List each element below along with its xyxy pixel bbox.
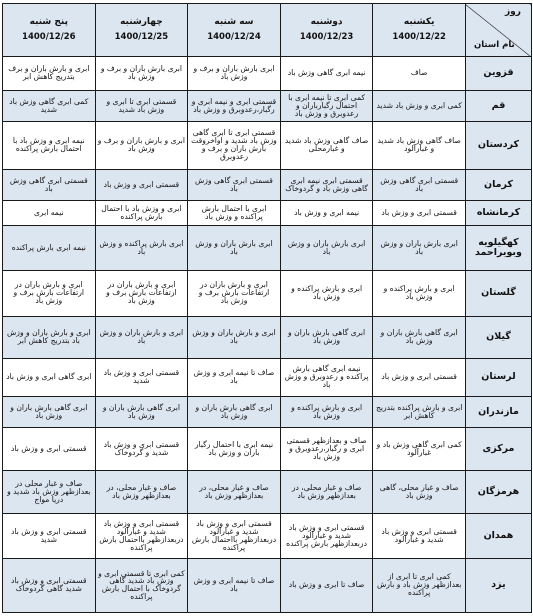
- forecast-cell: نیمه ابری گاهی وزش باد: [280, 57, 373, 91]
- forecast-cell: قسمتی ابری و وزش باد شدید: [95, 358, 188, 396]
- forecast-cell: کمی ابری تا نیمه ابری با احتمال رگبارباران و رعدوبرق و وزش باد: [280, 90, 373, 122]
- forecast-cell: قسمتی ابری گاهی وزش باد: [188, 169, 281, 201]
- day-name: پنج شنبه: [29, 17, 68, 28]
- forecast-cell: ابری گاهی بارش باران و وزش باد: [280, 316, 373, 358]
- day-date: 1400/12/26: [22, 31, 76, 42]
- forecast-cell: ابری و بارش باران و برف و وزش باد: [95, 122, 188, 169]
- province-name: گیلان: [465, 316, 531, 358]
- forecast-cell: ابری گاهی بارش باران و وزش باد: [95, 396, 188, 428]
- forecast-cell: ابری و بارش باران و وزش باد: [95, 316, 188, 358]
- forecast-cell: نیمه ابری و وزش باد با احتمال بارش پراکنده: [3, 122, 96, 169]
- forecast-cell: قسمتی ابری نیمه ابری گاهی وزش باد و گردوخاک: [280, 169, 373, 201]
- forecast-cell: نیمه ابری و وزش باد: [280, 201, 373, 226]
- forecast-cell: قسمتی ابری و نیمه ابری و رگبار،رعدوبرق و وزش باد: [188, 90, 281, 122]
- province-row: [3, 358, 532, 396]
- forecast-cell: صاف و غبار محلی، گاهی وزش باد: [373, 471, 466, 514]
- province-name: قزوین: [465, 57, 531, 91]
- province-name: همدان: [465, 513, 531, 558]
- forecast-cell: ابری بارش باران و برف و وزش باد: [188, 57, 281, 91]
- forecast-cell: صاف تا نیمه ابری و وزش باد: [188, 358, 281, 396]
- province-row: [3, 122, 532, 169]
- province-name: کهگیلویه وبویراحمد: [465, 225, 531, 270]
- province-row: [3, 471, 532, 514]
- day-date: 1400/12/23: [299, 31, 354, 42]
- forecast-cell: قسمتی ابری و وزش باد شدید و غبارآلود دربعدازظهر بااحتمال بارش پراکنده: [95, 513, 188, 558]
- province-row: [3, 169, 532, 201]
- province-row: [3, 428, 532, 471]
- forecast-cell: صاف: [373, 57, 466, 91]
- province-row: [3, 201, 532, 226]
- province-row: [3, 270, 532, 316]
- corner-day-label: روز: [505, 7, 521, 17]
- province-row: [3, 57, 532, 91]
- province-name: یزد: [465, 558, 531, 612]
- forecast-cell: قسمتی ابری و وزش باد شدید گاهی گردوخاک: [3, 558, 96, 612]
- forecast-cell: قسمتی ابری گاهی وزش باد: [373, 169, 466, 201]
- forecast-cell: صاف و بعدازظهر قسمتی ابری و رگبار،رعدوبرق و وزش باد: [280, 428, 373, 471]
- corner-cell: [465, 4, 531, 57]
- day-date: 1400/12/25: [114, 31, 169, 42]
- forecast-cell: ابری بارش باران و برف و وزش باد: [95, 57, 188, 91]
- day-header: [188, 4, 281, 57]
- forecast-cell: ابری و بارش باران و وزش باد: [188, 316, 281, 358]
- forecast-cell: ابری و بارش باران و برف بتدریج کاهش ابر: [3, 57, 96, 91]
- province-name: کردستان: [465, 122, 531, 169]
- forecast-cell: صاف تا نیمه ابری و وزش باد: [188, 558, 281, 612]
- forecast-cell: قسمتی ابری و وزش باد شدید و غبارآلود دربعدازظهر بااحتمال بارش پراکنده: [188, 513, 281, 558]
- province-row: [3, 513, 532, 558]
- province-name: گلستان: [465, 270, 531, 316]
- forecast-cell: ابری بارش باران و وزش باد: [188, 225, 281, 270]
- forecast-cell: صاف و غبار محلی، در بعدازظهر وزش باد: [188, 471, 281, 514]
- forecast-cell: صاف گاهی وزش باد شدید و غبارآلود: [373, 122, 466, 169]
- province-row: [3, 225, 532, 270]
- corner-province-label: نام استان: [473, 40, 515, 51]
- forecast-cell: قسمتی ابری و وزش باد شدید و غبارآلود: [373, 513, 466, 558]
- forecast-cell: ابری بارش باران و وزش باد: [373, 225, 466, 270]
- forecast-cell: ابری و بارش پراکنده و وزش باد: [280, 396, 373, 428]
- forecast-cell: ابری بارش باران و وزش باد: [280, 225, 373, 270]
- forecast-cell: قسمتی ابری تا ابری و وزش باد شدید: [95, 90, 188, 122]
- forecast-cell: صاف و غبار محلی در بعدازظهر وزش باد شدید و دریا مواج: [3, 471, 96, 514]
- province-row: [3, 396, 532, 428]
- forecast-cell: ابری و بارش پراکنده بتدریج کاهش ابر: [373, 396, 466, 428]
- day-name: سه شنبه: [214, 17, 254, 28]
- forecast-cell: صاف و غبار محلی، در بعدازظهر وزش باد: [280, 471, 373, 514]
- forecast-cell: قسمتی ابری و وزش باد: [95, 169, 188, 201]
- province-name: کرمان: [465, 169, 531, 201]
- forecast-cell: کمی ابری گاهی وزش باد شدید: [3, 90, 96, 122]
- forecast-cell: قسمتی ابری و وزش باد شدید و گردوخاک: [95, 428, 188, 471]
- forecast-cell: نیمه ابری گاهی بارش پراکنده و رعدوبرق و وزش باد: [280, 358, 373, 396]
- header-row: [3, 4, 532, 57]
- forecast-cell: نیمه ابری: [3, 201, 96, 226]
- forecast-cell: ابری با احتمال بارش پراکنده و وزش باد: [188, 201, 281, 226]
- forecast-cell: ابری گاهی بارش باران و وزش باد: [3, 396, 96, 428]
- day-name: چهارشنبه: [120, 17, 163, 28]
- forecast-cell: ابری و بارش باران و وزش باد بتدریج کاهش ابر: [3, 316, 96, 358]
- forecast-cell: قسمتی ابری و وزش باد شدید و غبارآلود دربعدازظهر بارش پراکنده: [280, 513, 373, 558]
- forecast-cell: صاف تا ابری و وزش باد: [280, 558, 373, 612]
- province-name: مازندران: [465, 396, 531, 428]
- forecast-body: [3, 57, 532, 613]
- day-name: یکشنبه: [403, 17, 435, 28]
- forecast-cell: کمی ابری گاهی وزش باد و غبارآلود: [373, 428, 466, 471]
- forecast-cell: کمی ابری تا قسمتی ابری و وزش باد شدید گاهی گردوخاک با احتمال بارش پراکنده: [95, 558, 188, 612]
- day-date: 1400/12/24: [207, 31, 261, 42]
- forecast-cell: ابری گاهی بارش باران و وزش باد: [188, 396, 281, 428]
- day-header: [280, 4, 373, 57]
- forecast-cell: ابری گاهی بارش باران و وزش باد: [373, 316, 466, 358]
- forecast-cell: صاف و غبار محلی، در بعدازظهر وزش باد: [95, 471, 188, 514]
- forecast-cell: کمی ابری و وزش باد شدید: [373, 90, 466, 122]
- forecast-cell: کمی ابری تا ابری از بعدازظهر وزش باد و بارش پراکنده: [373, 558, 466, 612]
- forecast-cell: ابری گاهی ابری و وزش باد: [3, 358, 96, 396]
- forecast-cell: صاف گاهی وزش باد شدید و غبارمحلی: [280, 122, 373, 169]
- province-name: مرکزی: [465, 428, 531, 471]
- day-header: [373, 4, 466, 57]
- day-name: دوشنبه: [310, 17, 343, 28]
- forecast-cell: ابری و بارش باران در ارتفاعات بارش برف و وزش باد: [188, 270, 281, 316]
- forecast-cell: قسمتی ابری و وزش باد: [373, 358, 466, 396]
- day-header: [3, 4, 96, 57]
- forecast-cell: قسمتی ابری تا ابری گاهی وزش باد شدید و اواخروقت بارش باران و برف و رعدوبرق: [188, 122, 281, 169]
- province-name: لرستان: [465, 358, 531, 396]
- forecast-cell: قسمتی ابری و وزش باد شدید: [3, 513, 96, 558]
- forecast-cell: ابری و بارش باران در ارتفاعات بارش برف و وزش باد: [95, 270, 188, 316]
- forecast-cell: نیمه ابری با احتمال رگبار باران و وزش باد: [188, 428, 281, 471]
- forecast-cell: ابری و وزش باد با احتمال بارش پراکنده: [95, 201, 188, 226]
- forecast-table: [2, 3, 532, 613]
- province-name: کرمانشاه: [465, 201, 531, 226]
- forecast-cell: قسمتی ابری گاهی وزش باد: [3, 169, 96, 201]
- forecast-cell: نیمه ابری بارش پراکنده: [3, 225, 96, 270]
- forecast-cell: ابری بارش پراکنده و وزش باد: [95, 225, 188, 270]
- province-row: [3, 316, 532, 358]
- day-header: [95, 4, 188, 57]
- province-row: [3, 90, 532, 122]
- forecast-cell: قسمتی ابری و وزش باد: [3, 428, 96, 471]
- forecast-cell: ابری و بارش باران در ارتفاعات بارش برف و وزش باد: [3, 270, 96, 316]
- forecast-cell: ابری و بارش پراکنده و وزش باد: [280, 270, 373, 316]
- province-name: قم: [465, 90, 531, 122]
- province-name: هرمزگان: [465, 471, 531, 514]
- province-row: [3, 558, 532, 612]
- forecast-cell: قسمتی ابری و وزش باد: [373, 201, 466, 226]
- forecast-cell: ابری و بارش پراکنده و وزش باد: [373, 270, 466, 316]
- day-date: 1400/12/22: [392, 31, 446, 42]
